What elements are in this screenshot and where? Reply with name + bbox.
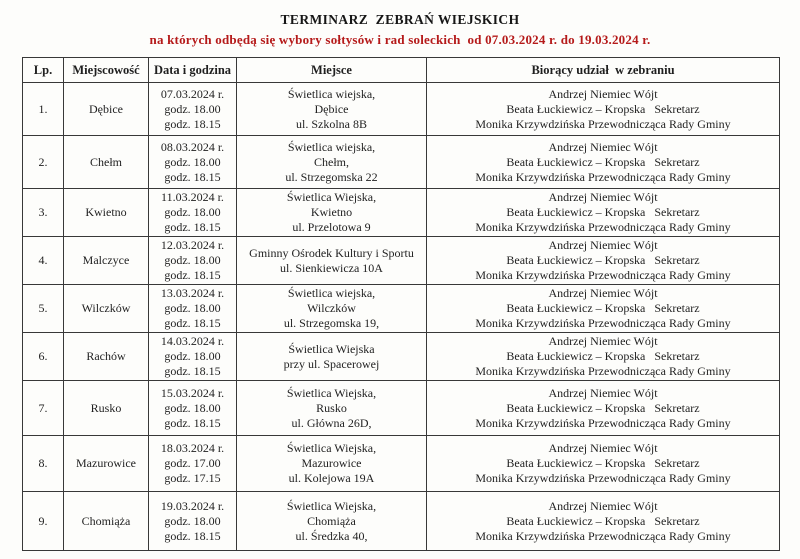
table-row	[23, 189, 780, 237]
participant-line: Beata Łuckiewicz – Kropska Sekretarz	[506, 513, 700, 528]
header-lp: Lp.	[23, 58, 64, 83]
cell-data-godzina	[149, 237, 237, 285]
participant-line: Monika Krzywdzińska Przewodnicząca Rady Gminy	[475, 471, 731, 485]
participant-line: Andrzej Niemiec Wójt	[548, 441, 658, 455]
participant-line: Andrzej Niemiec Wójt	[548, 139, 658, 154]
cell-data-godzina	[149, 189, 237, 237]
header-data-godzina: Data i godzina	[149, 58, 237, 83]
participant-line: Monika Krzywdzińska Przewodnicząca Rady Gminy	[475, 169, 731, 184]
cell-data-godzina	[149, 381, 237, 436]
cell-uczestnicy	[427, 492, 780, 551]
date-time-line: 07.03.2024 r.	[160, 86, 225, 101]
cell-miejsce	[237, 237, 427, 285]
cell-miejsce	[237, 189, 427, 237]
participant-line: Beata Łuckiewicz – Kropska Sekretarz	[506, 101, 700, 116]
document-title: TERMINARZ ZEBRAŃ WIEJSKICH	[280, 12, 520, 27]
venue-line: ul. Kolejowa 19A	[288, 471, 375, 485]
table-row	[23, 333, 780, 381]
venue-line: Chełm,	[314, 154, 349, 169]
venue-line: ul. Szkolna 8B	[296, 116, 367, 131]
participant-line: Beata Łuckiewicz – Kropska Sekretarz	[506, 205, 700, 219]
cell-miejscowosc: Rusko	[64, 381, 149, 436]
participant-line: Beata Łuckiewicz – Kropska Sekretarz	[506, 349, 700, 363]
date-time-line: godz. 18.15	[164, 528, 221, 543]
venue-line: Wilczków	[307, 301, 356, 315]
cell-miejscowosc: Wilczków	[64, 285, 149, 333]
date-time-line: godz. 17.00	[164, 456, 221, 470]
participant-line: Andrzej Niemiec Wójt	[548, 238, 658, 252]
table-row	[23, 436, 780, 492]
cell-lp: 5.	[23, 285, 64, 333]
venue-line: Świetlica wiejska,	[287, 86, 376, 101]
participant-line: Monika Krzywdzińska Przewodnicząca Rady Gminy	[475, 116, 731, 131]
venue-line: Gminny Ośrodek Kultury i Sportu	[249, 245, 414, 260]
table-body	[23, 83, 780, 551]
date-time-line: godz. 18.15	[164, 169, 221, 184]
cell-data-godzina	[149, 436, 237, 492]
venue-line: ul. Strzegomska 22	[285, 169, 378, 184]
cell-uczestnicy	[427, 381, 780, 436]
meetings-schedule-table	[22, 57, 780, 551]
venue-line: Świetlica Wiejska,	[286, 190, 377, 204]
participant-line: Monika Krzywdzińska Przewodnicząca Rady Gminy	[475, 268, 731, 282]
cell-data-godzina	[149, 333, 237, 381]
cell-miejsce	[237, 83, 427, 136]
participant-line: Andrzej Niemiec Wójt	[548, 498, 658, 513]
date-time-line: godz. 18.15	[164, 316, 221, 330]
venue-line: Świetlica Wiejska	[288, 341, 375, 356]
venue-line: Świetlica wiejska,	[287, 286, 376, 300]
date-time-line: 15.03.2024 r.	[160, 385, 225, 400]
header-miejscowosc: Miejscowość	[64, 58, 149, 83]
cell-data-godzina	[149, 492, 237, 551]
participant-line: Andrzej Niemiec Wójt	[548, 334, 658, 348]
cell-miejscowosc: Rachów	[64, 333, 149, 381]
cell-lp: 1.	[23, 83, 64, 136]
cell-miejsce	[237, 285, 427, 333]
date-time-line: 14.03.2024 r.	[160, 334, 225, 348]
participant-line: Andrzej Niemiec Wójt	[548, 385, 658, 400]
cell-miejsce	[237, 333, 427, 381]
cell-miejscowosc: Dębice	[64, 83, 149, 136]
cell-miejscowosc: Mazurowice	[64, 436, 149, 492]
date-time-line: godz. 18.00	[164, 154, 221, 169]
header-miejsce: Miejsce	[237, 58, 427, 83]
venue-line: ul. Przelotowa 9	[292, 220, 371, 234]
participant-line: Monika Krzywdzińska Przewodnicząca Rady Gminy	[475, 415, 731, 430]
venue-line: Kwietno	[310, 205, 353, 219]
table-row	[23, 136, 780, 189]
cell-lp: 3.	[23, 189, 64, 237]
date-time-line: godz. 18.15	[164, 268, 221, 282]
venue-line: Rusko	[316, 400, 347, 415]
table-row	[23, 492, 780, 551]
table-row	[23, 381, 780, 436]
header-uczestnicy: Biorący udział w zebraniu	[427, 58, 780, 83]
participant-line: Andrzej Niemiec Wójt	[548, 86, 658, 101]
date-time-line: 11.03.2024 r.	[161, 190, 224, 204]
cell-miejsce	[237, 436, 427, 492]
table-row	[23, 237, 780, 285]
venue-line: ul. Średzka 40,	[295, 528, 368, 543]
table-header	[23, 58, 780, 83]
date-time-line: 19.03.2024 r.	[160, 498, 225, 513]
venue-line: przy ul. Spacerowej	[283, 356, 380, 371]
cell-data-godzina	[149, 285, 237, 333]
date-time-line: godz. 18.00	[164, 400, 221, 415]
venue-line: Świetlica Wiejska,	[286, 385, 377, 400]
participant-line: Beata Łuckiewicz – Kropska Sekretarz	[506, 154, 700, 169]
venue-line: Chomiąża	[307, 513, 356, 528]
date-time-line: godz. 18.00	[164, 513, 221, 528]
date-time-line: godz. 18.00	[164, 349, 221, 363]
date-time-line: godz. 18.00	[164, 205, 221, 219]
cell-miejscowosc: Kwietno	[64, 189, 149, 237]
participant-line: Monika Krzywdzińska Przewodnicząca Rady Gminy	[475, 316, 731, 330]
venue-line: Świetlica Wiejska,	[286, 498, 377, 513]
date-time-line: godz. 18.15	[164, 116, 221, 131]
cell-miejscowosc: Malczyce	[64, 237, 149, 285]
cell-lp: 7.	[23, 381, 64, 436]
document-subtitle: na których odbędą się wybory sołtysów i rad soleckich od 07.03.2024 r. do 19.03.2024 r.	[149, 32, 651, 47]
cell-uczestnicy	[427, 83, 780, 136]
date-time-line: godz. 18.00	[164, 253, 221, 267]
cell-miejsce	[237, 492, 427, 551]
participant-line: Andrzej Niemiec Wójt	[548, 286, 658, 300]
cell-uczestnicy	[427, 285, 780, 333]
cell-uczestnicy	[427, 333, 780, 381]
table-row	[23, 83, 780, 136]
cell-miejscowosc: Chełm	[64, 136, 149, 189]
date-time-line: godz. 18.00	[164, 301, 221, 315]
cell-miejsce	[237, 381, 427, 436]
venue-line: Świetlica Wiejska,	[286, 441, 377, 455]
header-row	[23, 58, 780, 83]
participant-line: Beata Łuckiewicz – Kropska Sekretarz	[506, 456, 700, 470]
cell-uczestnicy	[427, 237, 780, 285]
cell-lp: 6.	[23, 333, 64, 381]
cell-miejsce	[237, 136, 427, 189]
cell-data-godzina	[149, 83, 237, 136]
date-time-line: godz. 18.15	[164, 220, 221, 234]
participant-line: Monika Krzywdzińska Przewodnicząca Rady Gminy	[475, 364, 731, 378]
date-time-line: godz. 17.15	[164, 471, 221, 485]
venue-line: ul. Strzegomska 19,	[283, 316, 380, 330]
participant-line: Andrzej Niemiec Wójt	[548, 190, 658, 204]
venue-line: ul. Główna 26D,	[291, 415, 372, 430]
cell-miejscowosc: Chomiąża	[64, 492, 149, 551]
date-time-line: godz. 18.15	[164, 364, 221, 378]
cell-lp: 8.	[23, 436, 64, 492]
cell-lp: 2.	[23, 136, 64, 189]
venue-line: Świetlica wiejska,	[287, 139, 376, 154]
participant-line: Beata Łuckiewicz – Kropska Sekretarz	[506, 253, 700, 267]
venue-line: Dębice	[314, 101, 349, 116]
participant-line: Monika Krzywdzińska Przewodnicząca Rady Gminy	[475, 220, 731, 234]
cell-uczestnicy	[427, 136, 780, 189]
date-time-line: godz. 18.00	[164, 101, 221, 116]
date-time-line: 18.03.2024 r.	[160, 441, 225, 455]
cell-uczestnicy	[427, 189, 780, 237]
cell-lp: 9.	[23, 492, 64, 551]
cell-data-godzina	[149, 136, 237, 189]
date-time-line: godz. 18.15	[164, 415, 221, 430]
venue-line: ul. Sienkiewicza 10A	[280, 260, 383, 275]
venue-line: Mazurowice	[301, 456, 362, 470]
participant-line: Beata Łuckiewicz – Kropska Sekretarz	[506, 301, 700, 315]
participant-line: Monika Krzywdzińska Przewodnicząca Rady Gminy	[475, 528, 731, 543]
date-time-line: 08.03.2024 r.	[160, 139, 225, 154]
participant-line: Beata Łuckiewicz – Kropska Sekretarz	[506, 400, 700, 415]
cell-uczestnicy	[427, 436, 780, 492]
date-time-line: 13.03.2024 r.	[160, 286, 225, 300]
cell-lp: 4.	[23, 237, 64, 285]
table-row	[23, 285, 780, 333]
date-time-line: 12.03.2024 r.	[160, 238, 225, 252]
